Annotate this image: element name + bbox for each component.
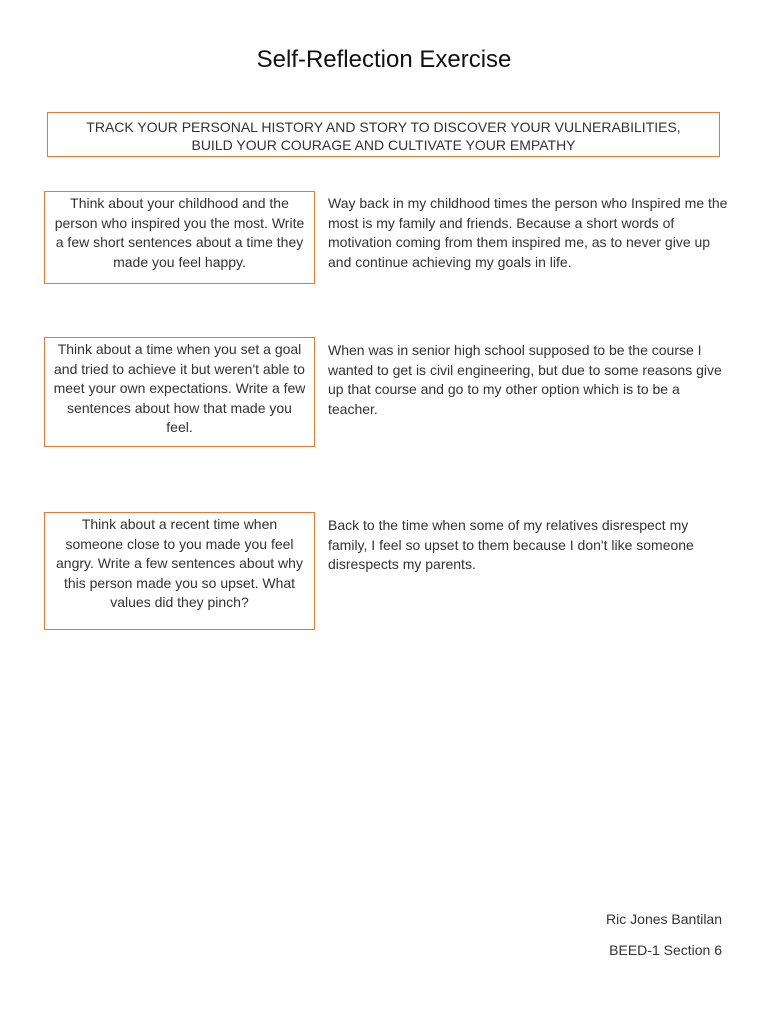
prompt-childhood: Think about your childhood and the person who inspired you the most. Write a few short sentences about a time they made you feel happy. [44, 191, 315, 284]
instruction-banner [47, 112, 720, 157]
prompt-anger: Think about a recent time when someone close to you made you feel angry. Write a few sentences about why this person made you so upset. What values did they pinch? [44, 512, 315, 630]
answer-anger: Back to the time when some of my relatives disrespect my family, I feel so upset to them because I don't like someone disrespects my parents. [328, 517, 694, 572]
banner-line-2: BUILD YOUR COURAGE AND CULTIVATE YOUR EMPATHY [191, 137, 576, 153]
prompt-goal: Think about a time when you set a goal and tried to achieve it but weren't able to meet your own expectations. Write a few sentences about how that made you feel. [44, 337, 315, 447]
author-section: BEED-1 Section 6 [609, 942, 722, 958]
page-title: Self-Reflection Exercise [256, 46, 512, 73]
answer-childhood: Way back in my childhood times the person who Inspired me the most is my family and friends. Because a short words of motivation coming from them inspired me, as to never give up and continue achieving my goals in life. [328, 195, 728, 270]
author-name: Ric Jones Bantilan [606, 911, 722, 927]
banner-line-1: TRACK YOUR PERSONAL HISTORY AND STORY TO DISCOVER YOUR VULNERABILITIES, [86, 119, 681, 135]
answer-goal: When was in senior high school supposed to be the course I wanted to get is civil engineering, but due to some reasons give up that course and go to my other option which is to be a teacher. [328, 342, 722, 417]
